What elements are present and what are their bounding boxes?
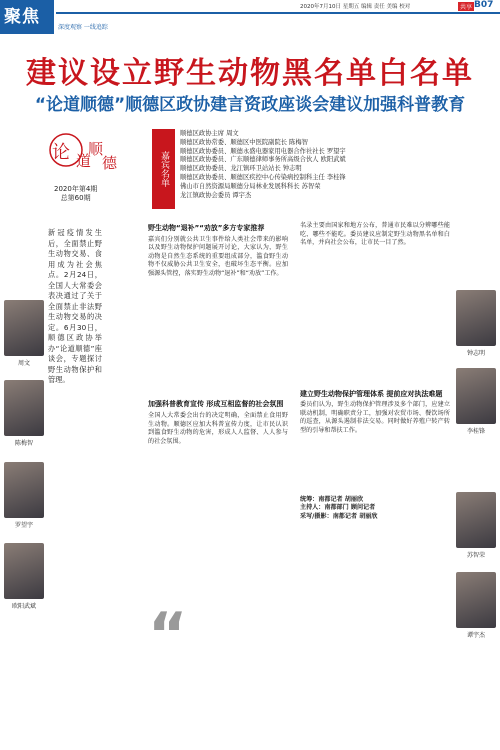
body-text: 委员们认为，野生动物保护管理涉及多个部门，应建立联动机制，明确职责分工，加强对农贸市场、餐饮场所的巡查，从源头遏制非法交易。同时做好养殖户转产转型的引导和帮扶工作。: [300, 401, 450, 435]
date-line: 2020年7月10日 星期五 编辑 责任 美编 校对: [300, 4, 411, 10]
subheadline: “论道顺德”顺德区政协建言资政座谈会建议加强科普教育: [34, 95, 466, 115]
section-title: 聚焦: [4, 7, 40, 27]
article-column-3: [300, 222, 450, 521]
body-text: 全国人大常委会出台的决定明确，全面禁止食用野生动物。顺德区应加大科普宣传力度，让市民认识到滥食野生动物的危害，形成人人监督、人人参与的社会氛围。: [148, 411, 288, 445]
caption-ouyang: 欧阳武斌: [11, 603, 36, 610]
photo-liguifeng: [456, 368, 496, 424]
guest-list: [180, 130, 346, 200]
caption-liguifeng: 李桂锋: [466, 428, 485, 435]
logo-char-4: 德: [102, 154, 118, 172]
caption-tanyujie: 谭宇杰: [466, 632, 485, 639]
headline: 建议设立野生动物黑名单白名单: [26, 56, 474, 91]
photo-suzhirong: [456, 492, 496, 548]
caption-suzhirong: 苏智荣: [466, 552, 485, 559]
issue-line-1: 2020年第4期: [54, 185, 98, 193]
guest-item: 佛山市自然资源局顺德分局林业发展科科长 苏智荣: [180, 182, 321, 190]
photo-chenmeizhi: [4, 380, 44, 436]
photo-zhongzhiming: [456, 290, 496, 346]
guest-item: 龙江镇政协会委员 谭宇杰: [180, 191, 252, 199]
logo-char-3: 顺: [88, 140, 104, 158]
intro-text: 新冠疫情发生后，全面禁止野生动物交易、食用成为社会焦点。2月24日，全国人大常委会表决通过了关于全面禁止非法野生动物交易的决定。6月30日，顺德区政协举办“论道顺德”座谈会，专题探讨野生动物保护和管理。: [48, 228, 102, 384]
guest-item: 顺德区政协委员、顺德永盛电器家用电器合作社社长 罗望宇: [180, 147, 346, 155]
guest-item: 顺德区政协主席 周文: [180, 130, 239, 137]
photo-tanyujie: [456, 572, 496, 628]
photo-ouyang: [4, 543, 44, 599]
page-header: [0, 0, 500, 34]
body-text: 名录主要由国家和地方公布，普通市民难以分辨哪些能吃、哪些不能吃。委员建议应制定野生动物黑名单和白名单，并向社会公布，让市民一目了然。: [300, 222, 450, 247]
credit-line: 统筹：南都记者 胡丽欣: [300, 495, 364, 503]
logo-char-2: 道: [76, 152, 92, 170]
header-tag: 共享: [460, 4, 473, 11]
section-heading: 加强科普教育宣传 形成互相监督的社会氛围: [148, 400, 284, 409]
header-rule: [56, 12, 500, 14]
caption-zhouwen: 周文: [17, 360, 30, 367]
guest-item: 顺德区政协常委、顺德区中医院副院长 陈梅智: [180, 138, 308, 146]
issue-line-2: 总第60期: [60, 194, 91, 202]
caption-zhongzhiming: 钟志明: [466, 350, 485, 357]
section-subtitle: 深度观察 一线追踪: [58, 24, 108, 31]
column-logo: [48, 130, 120, 190]
photo-luowangyu: [4, 462, 44, 518]
photo-zhouwen: [4, 300, 44, 356]
article-column-2: [148, 222, 288, 446]
guest-item: 顺德区政协委员、广东顺德律师事务所高级合伙人 欧阳武斌: [180, 156, 346, 164]
guest-list-label: 嘉宾名单: [152, 129, 175, 209]
section-heading: 野生动物“退补”“劝放”多方专家推荐: [148, 224, 265, 232]
credit-line: 主持人：南都部门 顾问记者: [300, 504, 376, 512]
quote-mark-decoration: “: [148, 600, 188, 670]
page-number: B07: [474, 0, 494, 10]
logo-char-1: 论: [52, 142, 70, 163]
caption-luowangyu: 罗望宇: [14, 522, 33, 529]
section-heading: 建立野生动物保护管理体系 提前应对执法难题: [300, 389, 443, 398]
issue-info: [54, 185, 97, 203]
caption-chenmeizhi: 陈梅智: [14, 440, 33, 447]
section-badge: [0, 0, 54, 34]
body-text: 嘉宾们分别就公共卫生事件给人类社会带来的影响以及野生动物保护问题展开讨论，大家认为，野生动物是自然生态系统的重要组成部分，滥食野生动物不仅威胁公共卫生安全，也破坏生态平衡。应加强源头管控，落实野生动物“退补”和“劝放”工作。: [148, 235, 288, 277]
guest-item: 顺德区政协委员、龙江镇环卫站站长 钟志明: [180, 165, 302, 173]
credit-line: 采写/摄影：南都记者 胡丽欣: [300, 512, 378, 520]
guest-item: 顺德区政协委员、顺德区疾控中心传染病控制科主任 李桂锋: [180, 173, 346, 181]
